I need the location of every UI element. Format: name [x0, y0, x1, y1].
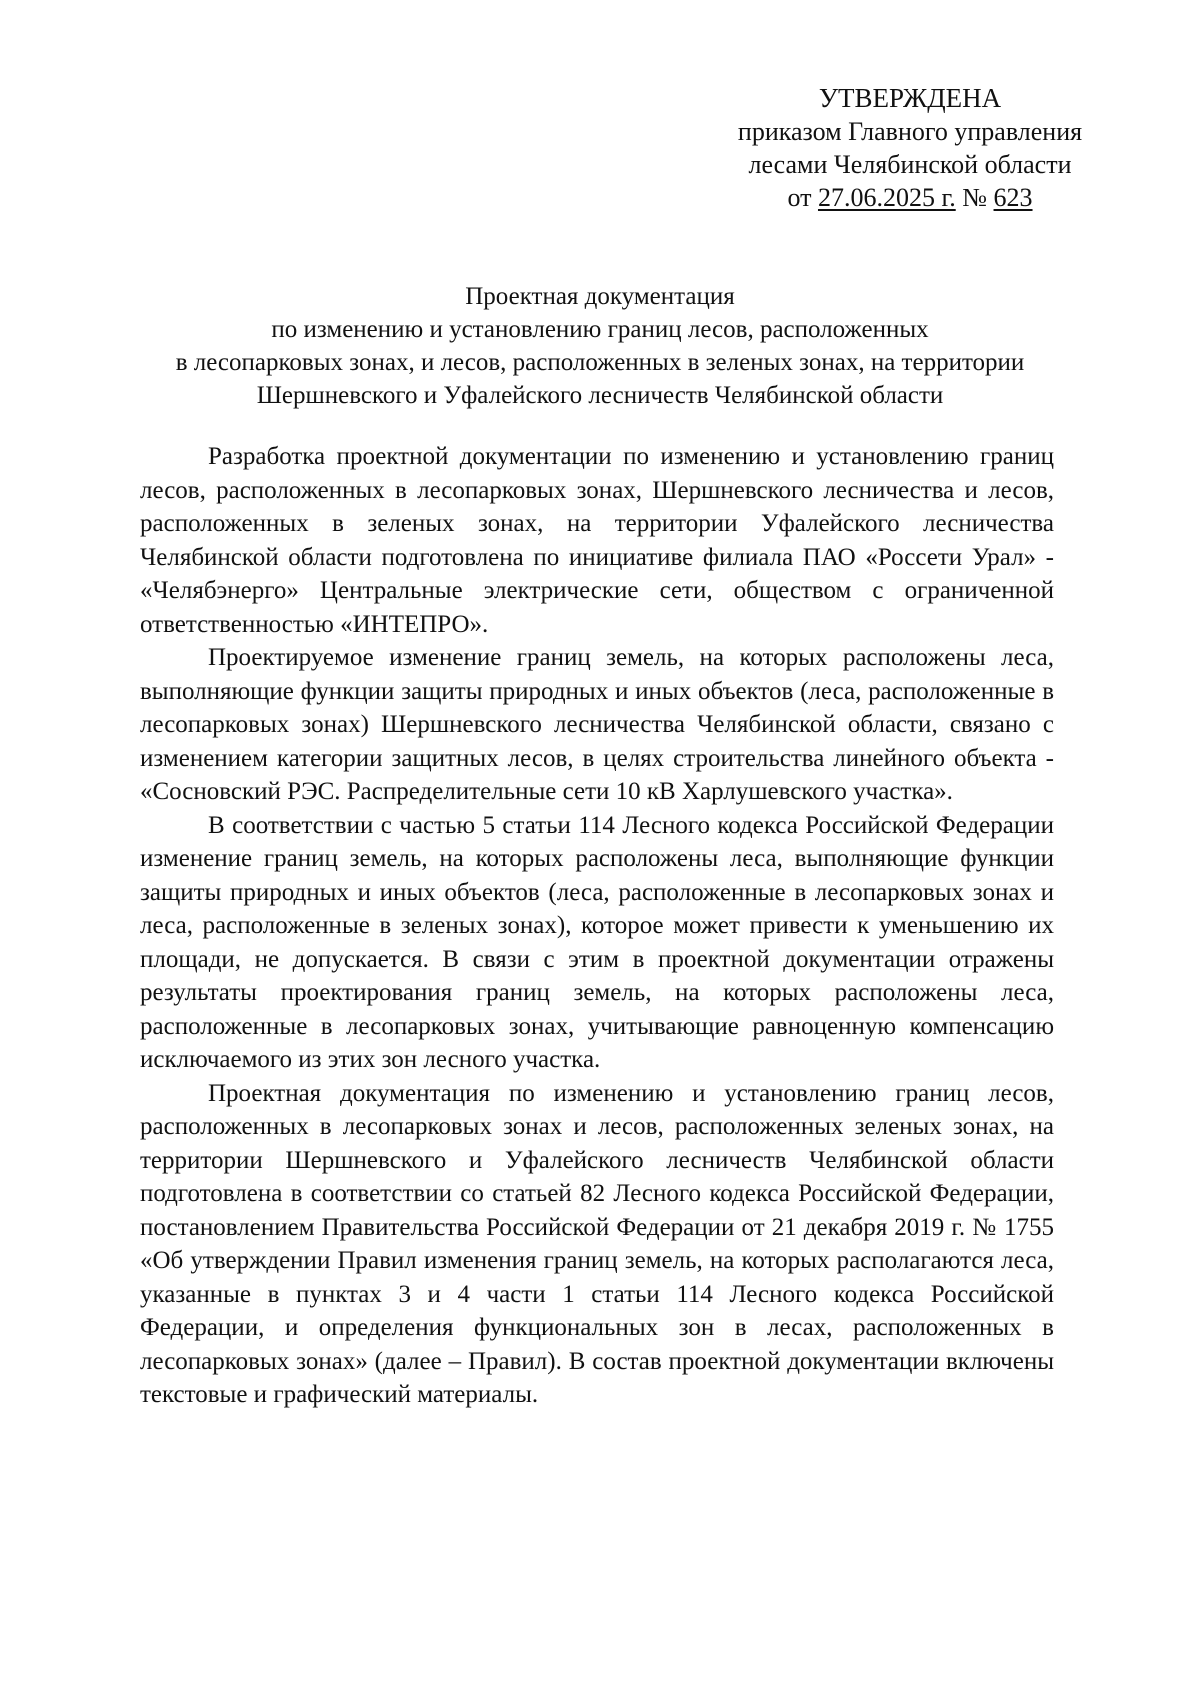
body-paragraph-3: В соответствии с частью 5 статьи 114 Лесного кодекса Российской Федерации изменение границ земель, на которых расположены леса, выполняющие функции защиты природных и иных объектов (леса, расположенные в лесопарковых зонах и леса, расположенные в зеленых зонах), которое может привести к уменьшению их площади, не допускается. В связи с этим в проектной документации отражены результаты проектирования границ земель, на которых расположены леса, расположенные в лесопарковых зонах, учитывающие равноценную компенсацию исключаемого из этих зон лесного участка.: [140, 811, 1054, 1073]
document-title: [140, 280, 1060, 412]
approval-stamp: [700, 82, 1120, 214]
body-paragraph-4: Проектная документация по изменению и установлению границ лесов, расположенных в лесопарковых зонах и лесов, расположенных зеленых зонах, на территории Шершневского и Уфалейского лесничеств Челябинской области подготовлена в соответствии со статьей 82 Лесного кодекса Российской Федерации, постановлением Правительства Российской Федерации от 21 декабря 2019 г. № 1755 «Об утверждении Правил изменения границ земель, на которых располагаются леса, указанные в пунктах 3 и 4 части 1 статьи 114 Лесного кодекса Российской Федерации, и определения функциональных зон в лесах, расположенных в лесопарковых зонах» (далее – Правил). В состав проектной документации включены текстовые и графический материалы.: [140, 1079, 1054, 1408]
approval-heading: УТВЕРЖДЕНА: [818, 83, 1002, 113]
title-line-4: Шершневского и Уфалейского лесничеств Челябинской области: [256, 382, 944, 409]
title-line-2: по изменению и установлению границ лесов, расположенных: [271, 316, 929, 343]
approval-date-prefix: от: [787, 183, 812, 212]
approval-date: 27.06.2025 г.: [817, 183, 956, 212]
title-line-3: в лесопарковых зонах, и лесов, расположенных в зеленых зонах, на территории: [175, 349, 1025, 376]
approval-line-2: лесами Челябинской области: [748, 150, 1072, 179]
approval-number: 623: [993, 183, 1033, 212]
body-paragraph-2: Проектируемое изменение границ земель, на которых расположены леса, выполняющие функции защиты природных и иных объектов (леса, расположенные в лесопарковых зонах) Шершневского лесничества Челябинской области, связано с изменением категории защитных лесов, в целях строительства линейного объекта - «Сосновский РЭС. Распределительные сети 10 кВ Харлушевского участка».: [140, 644, 1054, 805]
title-line-1: Проектная документация: [465, 283, 735, 310]
approval-number-prefix: №: [962, 183, 988, 212]
approval-date-line: [700, 181, 1120, 214]
body-paragraph-1: Разработка проектной документации по изменению и установлению границ лесов, расположенных в лесопарковых зонах, Шершневского лесничества и лесов, расположенных в зеленых зонах, на территории Уфалейского лесничества Челябинской области подготовлена по инициативе филиала ПАО «Россети Урал» - «Челябэнерго» Центральные электрические сети, обществом с ограниченной ответственностью «ИНТЕПРО».: [140, 443, 1054, 638]
approval-line-1: приказом Главного управления: [737, 117, 1083, 146]
document-body: [140, 440, 1054, 1412]
